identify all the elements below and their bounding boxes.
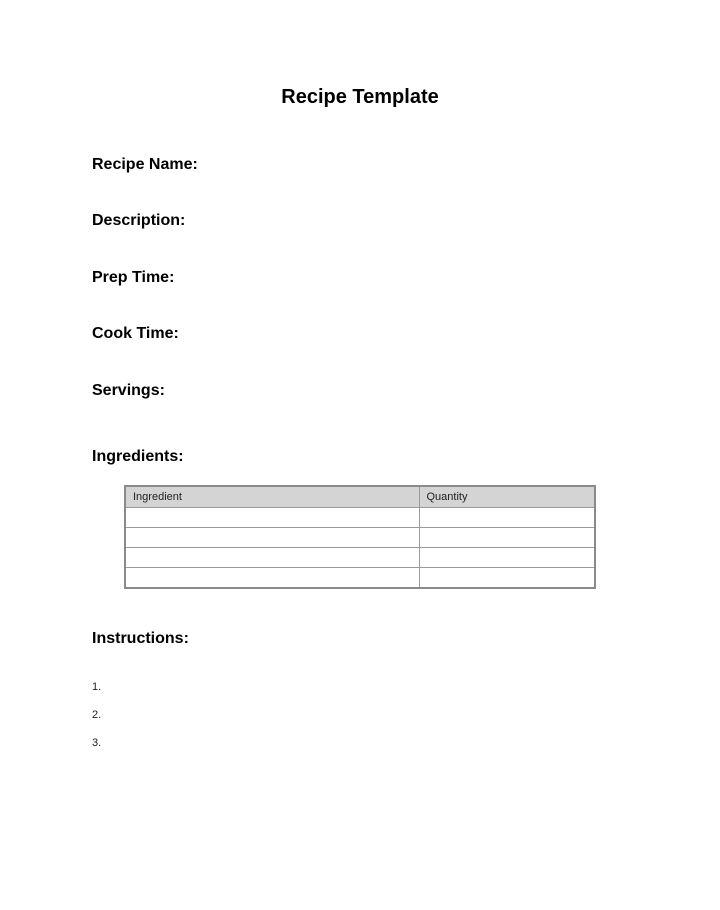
description-label: Description: [92, 212, 186, 229]
quantity-cell[interactable] [419, 508, 595, 528]
recipe-name-label: Recipe Name: [92, 156, 198, 173]
ingredient-cell[interactable] [125, 528, 419, 548]
servings-label: Servings: [92, 382, 165, 399]
quantity-cell[interactable] [419, 568, 595, 589]
instruction-step-3: 3. [92, 737, 102, 749]
table-row [125, 508, 595, 528]
quantity-cell[interactable] [419, 548, 595, 568]
prep-time-label: Prep Time: [92, 269, 175, 286]
ingredient-column-header: Ingredient [125, 486, 419, 508]
table-row [125, 548, 595, 568]
table-header-row [125, 486, 595, 508]
ingredient-cell[interactable] [125, 568, 419, 589]
quantity-cell[interactable] [419, 528, 595, 548]
cook-time-label: Cook Time: [92, 325, 179, 342]
quantity-column-header: Quantity [419, 486, 595, 508]
instruction-step-2: 2. [92, 709, 102, 721]
table-row [125, 528, 595, 548]
ingredient-cell[interactable] [125, 508, 419, 528]
instruction-step-1: 1. [92, 681, 102, 693]
page-title: Recipe Template [281, 86, 439, 108]
ingredients-label: Ingredients: [92, 448, 184, 465]
ingredient-cell[interactable] [125, 548, 419, 568]
instructions-label: Instructions: [92, 630, 189, 647]
table-row [125, 568, 595, 589]
ingredients-table [124, 485, 596, 589]
